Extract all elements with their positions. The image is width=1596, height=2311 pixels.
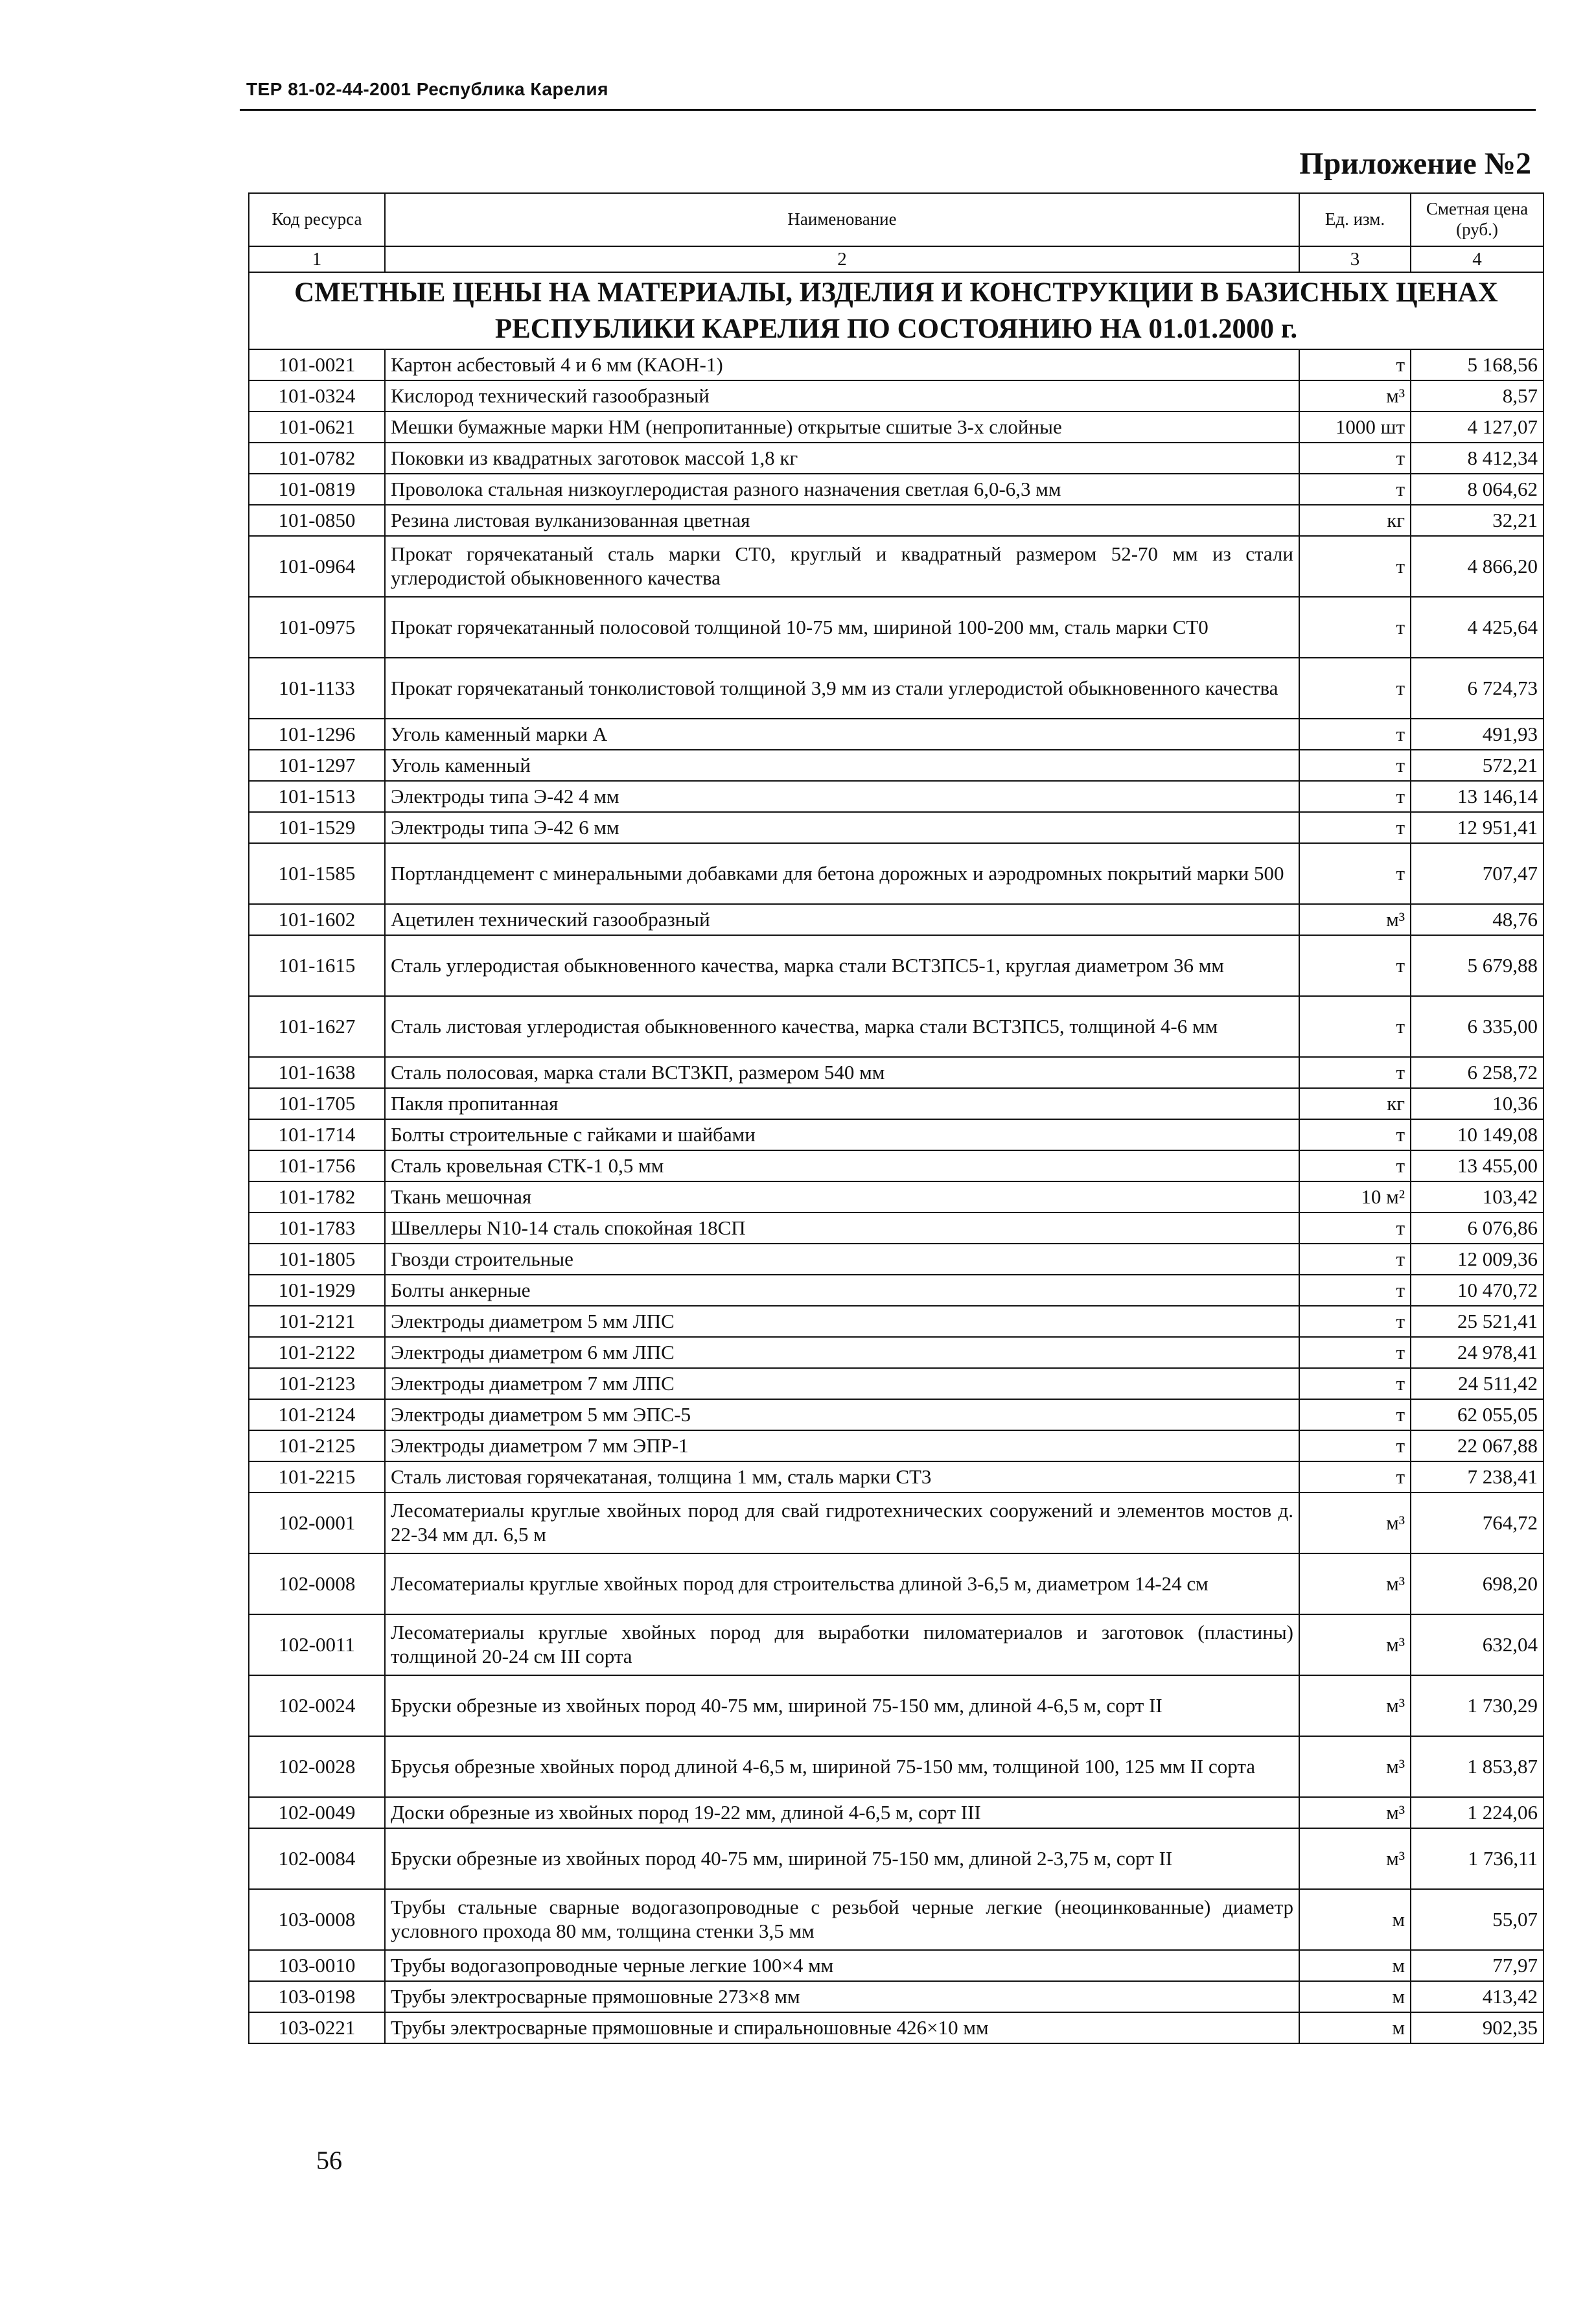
estimated-price: 6 076,86 <box>1411 1213 1544 1244</box>
estimated-price: 8,57 <box>1411 380 1544 412</box>
table-row <box>249 1337 1544 1368</box>
resource-code: 101-1783 <box>249 1213 385 1244</box>
table-row <box>249 474 1544 505</box>
unit-of-measure: 10 м² <box>1299 1181 1411 1213</box>
unit-of-measure: кг <box>1299 1088 1411 1119</box>
unit-of-measure: т <box>1299 474 1411 505</box>
table-row <box>249 1368 1544 1399</box>
resource-code: 101-1513 <box>249 781 385 812</box>
column-number: 4 <box>1411 246 1544 272</box>
table-row <box>249 1057 1544 1088</box>
table-row <box>249 781 1544 812</box>
estimated-price: 5 679,88 <box>1411 935 1544 996</box>
table-row <box>249 1306 1544 1337</box>
table-row <box>249 1950 1544 1981</box>
unit-of-measure: м³ <box>1299 1736 1411 1797</box>
estimated-price: 698,20 <box>1411 1553 1544 1614</box>
resource-name: Электроды диаметром 7 мм ЭПР-1 <box>385 1430 1299 1461</box>
price-table <box>248 192 1544 2044</box>
table-row <box>249 1181 1544 1213</box>
resource-code: 103-0221 <box>249 2012 385 2043</box>
estimated-price: 6 258,72 <box>1411 1057 1544 1088</box>
estimated-price: 24 511,42 <box>1411 1368 1544 1399</box>
estimated-price: 10 149,08 <box>1411 1119 1544 1150</box>
estimated-price: 8 064,62 <box>1411 474 1544 505</box>
resource-code: 101-0324 <box>249 380 385 412</box>
resource-name: Доски обрезные из хвойных пород 19-22 мм, длиной 4-6,5 м, сорт III <box>385 1797 1299 1828</box>
resource-code: 103-0008 <box>249 1889 385 1950</box>
estimated-price: 491,93 <box>1411 719 1544 750</box>
resource-name: Уголь каменный <box>385 750 1299 781</box>
estimated-price: 1 224,06 <box>1411 1797 1544 1828</box>
resource-code: 101-1296 <box>249 719 385 750</box>
unit-of-measure: т <box>1299 781 1411 812</box>
resource-name: Трубы стальные сварные водогазопроводные с резьбой черные легкие (неоцинкованные) диаметр условного прохода 80 мм, толщина стенки 3,5 мм <box>385 1889 1299 1950</box>
table-row <box>249 812 1544 843</box>
resource-code: 101-2215 <box>249 1461 385 1492</box>
resource-name: Прокат горячекатаный сталь марки СТ0, круглый и квадратный размером 52-70 мм из стали углеродистой обыкновенного качества <box>385 536 1299 597</box>
resource-code: 101-0782 <box>249 443 385 474</box>
resource-code: 101-1602 <box>249 904 385 935</box>
unit-of-measure: м³ <box>1299 1553 1411 1614</box>
document-header: ТЕР 81-02-44-2001 Республика Карелия <box>246 79 608 99</box>
unit-of-measure: т <box>1299 1150 1411 1181</box>
unit-of-measure: т <box>1299 719 1411 750</box>
section-title-row <box>249 272 1544 349</box>
table-row <box>249 1981 1544 2012</box>
resource-name: Электроды диаметром 7 мм ЛПС <box>385 1368 1299 1399</box>
resource-code: 101-0964 <box>249 536 385 597</box>
resource-name: Мешки бумажные марки НМ (непропитанные) открытые сшитые 3-х слойные <box>385 412 1299 443</box>
resource-code: 101-0850 <box>249 505 385 536</box>
resource-code: 101-1627 <box>249 996 385 1057</box>
resource-code: 101-1638 <box>249 1057 385 1088</box>
table-header-row <box>249 193 1544 246</box>
resource-name: Бруски обрезные из хвойных пород 40-75 мм, шириной 75-150 мм, длиной 4-6,5 м, сорт II <box>385 1675 1299 1736</box>
unit-of-measure: т <box>1299 658 1411 719</box>
resource-code: 101-1805 <box>249 1244 385 1275</box>
resource-name: Сталь углеродистая обыкновенного качества, марка стали ВСТ3ПС5-1, круглая диаметром 36 мм <box>385 935 1299 996</box>
unit-of-measure: м³ <box>1299 1492 1411 1553</box>
unit-of-measure: т <box>1299 1368 1411 1399</box>
resource-code: 103-0010 <box>249 1950 385 1981</box>
resource-name: Бруски обрезные из хвойных пород 40-75 мм, шириной 75-150 мм, длиной 2-3,75 м, сорт II <box>385 1828 1299 1889</box>
unit-of-measure: т <box>1299 536 1411 597</box>
resource-code: 101-1705 <box>249 1088 385 1119</box>
estimated-price: 13 455,00 <box>1411 1150 1544 1181</box>
resource-name: Резина листовая вулканизованная цветная <box>385 505 1299 536</box>
unit-of-measure: т <box>1299 1306 1411 1337</box>
table-row <box>249 1614 1544 1675</box>
estimated-price: 1 736,11 <box>1411 1828 1544 1889</box>
page-number: 56 <box>316 2146 342 2175</box>
appendix-label: Приложение №2 <box>1299 146 1531 181</box>
estimated-price: 902,35 <box>1411 2012 1544 2043</box>
unit-of-measure: т <box>1299 1430 1411 1461</box>
estimated-price: 572,21 <box>1411 750 1544 781</box>
resource-name: Трубы электросварные прямошовные и спиральношовные 426×10 мм <box>385 2012 1299 2043</box>
table-row <box>249 1797 1544 1828</box>
resource-name: Брусья обрезные хвойных пород длиной 4-6,5 м, шириной 75-150 мм, толщиной 100, 125 мм II сорта <box>385 1736 1299 1797</box>
table-row <box>249 349 1544 380</box>
resource-name: Болты строительные с гайками и шайбами <box>385 1119 1299 1150</box>
table-row <box>249 843 1544 904</box>
table-row <box>249 719 1544 750</box>
table-row <box>249 1736 1544 1797</box>
table-row <box>249 1461 1544 1492</box>
resource-code: 101-2124 <box>249 1399 385 1430</box>
unit-of-measure: м³ <box>1299 1797 1411 1828</box>
resource-name: Сталь листовая горячекатаная, толщина 1 мм, сталь марки СТ3 <box>385 1461 1299 1492</box>
table-row <box>249 1275 1544 1306</box>
estimated-price: 48,76 <box>1411 904 1544 935</box>
unit-of-measure: м³ <box>1299 1828 1411 1889</box>
table-row <box>249 935 1544 996</box>
table-row <box>249 1889 1544 1950</box>
estimated-price: 24 978,41 <box>1411 1337 1544 1368</box>
table-row <box>249 443 1544 474</box>
table-row <box>249 1492 1544 1553</box>
resource-name: Электроды диаметром 6 мм ЛПС <box>385 1337 1299 1368</box>
unit-of-measure: т <box>1299 750 1411 781</box>
resource-name: Электроды диаметром 5 мм ЛПС <box>385 1306 1299 1337</box>
column-number: 1 <box>249 246 385 272</box>
unit-of-measure: т <box>1299 1244 1411 1275</box>
estimated-price: 32,21 <box>1411 505 1544 536</box>
unit-of-measure: т <box>1299 1213 1411 1244</box>
resource-code: 101-0975 <box>249 597 385 658</box>
unit-of-measure: т <box>1299 843 1411 904</box>
resource-code: 102-0011 <box>249 1614 385 1675</box>
estimated-price: 1 853,87 <box>1411 1736 1544 1797</box>
resource-code: 101-1297 <box>249 750 385 781</box>
estimated-price: 8 412,34 <box>1411 443 1544 474</box>
resource-code: 101-1756 <box>249 1150 385 1181</box>
resource-name: Уголь каменный марки А <box>385 719 1299 750</box>
resource-code: 101-0819 <box>249 474 385 505</box>
estimated-price: 4 425,64 <box>1411 597 1544 658</box>
resource-name: Лесоматериалы круглые хвойных пород для строительства длиной 3-6,5 м, диаметром 14-24 см <box>385 1553 1299 1614</box>
resource-code: 101-0021 <box>249 349 385 380</box>
resource-name: Электроды типа Э-42 4 мм <box>385 781 1299 812</box>
table-row <box>249 996 1544 1057</box>
estimated-price: 632,04 <box>1411 1614 1544 1675</box>
header-code: Код ресурса <box>249 193 385 246</box>
resource-name: Портландцемент с минеральными добавками для бетона дорожных и аэродромных покрытий марки 500 <box>385 843 1299 904</box>
resource-code: 101-1133 <box>249 658 385 719</box>
resource-name: Прокат горячекатанный полосовой толщиной 10-75 мм, шириной 100-200 мм, сталь марки СТ0 <box>385 597 1299 658</box>
estimated-price: 10,36 <box>1411 1088 1544 1119</box>
resource-name: Сталь полосовая, марка стали ВСТ3КП, размером 540 мм <box>385 1057 1299 1088</box>
unit-of-measure: т <box>1299 1119 1411 1150</box>
resource-name: Сталь листовая углеродистая обыкновенного качества, марка стали ВСТ3ПС5, толщиной 4-6 мм <box>385 996 1299 1057</box>
table-row <box>249 380 1544 412</box>
resource-code: 103-0198 <box>249 1981 385 2012</box>
section-title: СМЕТНЫЕ ЦЕНЫ НА МАТЕРИАЛЫ, ИЗДЕЛИЯ И КОНСТРУКЦИИ В БАЗИСНЫХ ЦЕНАХ РЕСПУБЛИКИ КАРЕЛИЯ ПО СОСТОЯНИЮ НА 01.01.2000 г. <box>249 272 1544 349</box>
unit-of-measure: т <box>1299 1337 1411 1368</box>
unit-of-measure: 1000 шт <box>1299 412 1411 443</box>
estimated-price: 7 238,41 <box>1411 1461 1544 1492</box>
unit-of-measure: т <box>1299 1057 1411 1088</box>
unit-of-measure: т <box>1299 597 1411 658</box>
resource-code: 101-2121 <box>249 1306 385 1337</box>
unit-of-measure: т <box>1299 1399 1411 1430</box>
header-unit: Ед. изм. <box>1299 193 1411 246</box>
resource-code: 102-0024 <box>249 1675 385 1736</box>
unit-of-measure: м³ <box>1299 1614 1411 1675</box>
unit-of-measure: т <box>1299 1461 1411 1492</box>
unit-of-measure: т <box>1299 935 1411 996</box>
estimated-price: 103,42 <box>1411 1181 1544 1213</box>
resource-code: 101-1529 <box>249 812 385 843</box>
table-row <box>249 1119 1544 1150</box>
resource-name: Прокат горячекатаный тонколистовой толщиной 3,9 мм из стали углеродистой обыкновенного качества <box>385 658 1299 719</box>
resource-code: 102-0049 <box>249 1797 385 1828</box>
table-row <box>249 904 1544 935</box>
unit-of-measure: м³ <box>1299 904 1411 935</box>
resource-code: 101-0621 <box>249 412 385 443</box>
table-row <box>249 412 1544 443</box>
estimated-price: 77,97 <box>1411 1950 1544 1981</box>
resource-code: 102-0008 <box>249 1553 385 1614</box>
table-row <box>249 536 1544 597</box>
table-row <box>249 1828 1544 1889</box>
resource-code: 102-0001 <box>249 1492 385 1553</box>
resource-code: 101-2125 <box>249 1430 385 1461</box>
resource-name: Пакля пропитанная <box>385 1088 1299 1119</box>
resource-name: Трубы водогазопроводные черные легкие 100×4 мм <box>385 1950 1299 1981</box>
estimated-price: 55,07 <box>1411 1889 1544 1950</box>
resource-code: 101-1585 <box>249 843 385 904</box>
resource-name: Гвозди строительные <box>385 1244 1299 1275</box>
resource-name: Электроды типа Э-42 6 мм <box>385 812 1299 843</box>
resource-code: 101-1929 <box>249 1275 385 1306</box>
estimated-price: 4 866,20 <box>1411 536 1544 597</box>
unit-of-measure: т <box>1299 996 1411 1057</box>
unit-of-measure: м <box>1299 1889 1411 1950</box>
unit-of-measure: м <box>1299 1981 1411 2012</box>
unit-of-measure: м³ <box>1299 1675 1411 1736</box>
table-row <box>249 1088 1544 1119</box>
resource-code: 102-0028 <box>249 1736 385 1797</box>
unit-of-measure: м <box>1299 2012 1411 2043</box>
resource-name: Картон асбестовый 4 и 6 мм (КАОН-1) <box>385 349 1299 380</box>
resource-code: 101-2122 <box>249 1337 385 1368</box>
resource-code: 101-1714 <box>249 1119 385 1150</box>
table-row <box>249 750 1544 781</box>
resource-name: Проволока стальная низкоуглеродистая разного назначения светлая 6,0-6,3 мм <box>385 474 1299 505</box>
resource-name: Ацетилен технический газообразный <box>385 904 1299 935</box>
estimated-price: 413,42 <box>1411 1981 1544 2012</box>
table-row <box>249 1150 1544 1181</box>
table-row <box>249 1399 1544 1430</box>
estimated-price: 1 730,29 <box>1411 1675 1544 1736</box>
unit-of-measure: т <box>1299 812 1411 843</box>
resource-code: 101-1615 <box>249 935 385 996</box>
table-row <box>249 1213 1544 1244</box>
estimated-price: 5 168,56 <box>1411 349 1544 380</box>
header-price: Сметная цена (руб.) <box>1411 193 1544 246</box>
unit-of-measure: т <box>1299 1275 1411 1306</box>
table-row <box>249 505 1544 536</box>
estimated-price: 12 009,36 <box>1411 1244 1544 1275</box>
estimated-price: 707,47 <box>1411 843 1544 904</box>
table-row <box>249 597 1544 658</box>
resource-code: 101-2123 <box>249 1368 385 1399</box>
table-body <box>249 349 1544 2043</box>
unit-of-measure: м³ <box>1299 380 1411 412</box>
estimated-price: 22 067,88 <box>1411 1430 1544 1461</box>
column-number: 3 <box>1299 246 1411 272</box>
estimated-price: 12 951,41 <box>1411 812 1544 843</box>
resource-code: 101-1782 <box>249 1181 385 1213</box>
table-row <box>249 1553 1544 1614</box>
resource-name: Швеллеры N10-14 сталь спокойная 18СП <box>385 1213 1299 1244</box>
table-row <box>249 1244 1544 1275</box>
unit-of-measure: т <box>1299 349 1411 380</box>
resource-name: Лесоматериалы круглые хвойных пород для выработки пиломатериалов и заготовок (пластины) толщиной 20-24 см III сорта <box>385 1614 1299 1675</box>
resource-name: Поковки из квадратных заготовок массой 1,8 кг <box>385 443 1299 474</box>
estimated-price: 4 127,07 <box>1411 412 1544 443</box>
resource-name: Болты анкерные <box>385 1275 1299 1306</box>
estimated-price: 764,72 <box>1411 1492 1544 1553</box>
header-name: Наименование <box>385 193 1299 246</box>
unit-of-measure: кг <box>1299 505 1411 536</box>
resource-name: Кислород технический газообразный <box>385 380 1299 412</box>
estimated-price: 10 470,72 <box>1411 1275 1544 1306</box>
unit-of-measure: т <box>1299 443 1411 474</box>
header-divider <box>240 109 1536 111</box>
resource-name: Лесоматериалы круглые хвойных пород для свай гидротехнических сооружений и элементов мостов д. 22-34 мм дл. 6,5 м <box>385 1492 1299 1553</box>
resource-name: Сталь кровельная СТК-1 0,5 мм <box>385 1150 1299 1181</box>
resource-name: Трубы электросварные прямошовные 273×8 мм <box>385 1981 1299 2012</box>
estimated-price: 62 055,05 <box>1411 1399 1544 1430</box>
estimated-price: 13 146,14 <box>1411 781 1544 812</box>
table-row <box>249 1430 1544 1461</box>
estimated-price: 6 335,00 <box>1411 996 1544 1057</box>
unit-of-measure: м <box>1299 1950 1411 1981</box>
column-number-row <box>249 246 1544 272</box>
resource-code: 102-0084 <box>249 1828 385 1889</box>
estimated-price: 25 521,41 <box>1411 1306 1544 1337</box>
estimated-price: 6 724,73 <box>1411 658 1544 719</box>
column-number: 2 <box>385 246 1299 272</box>
resource-name: Ткань мешочная <box>385 1181 1299 1213</box>
table-row <box>249 2012 1544 2043</box>
table-row <box>249 1675 1544 1736</box>
resource-name: Электроды диаметром 5 мм ЭПС-5 <box>385 1399 1299 1430</box>
table-row <box>249 658 1544 719</box>
